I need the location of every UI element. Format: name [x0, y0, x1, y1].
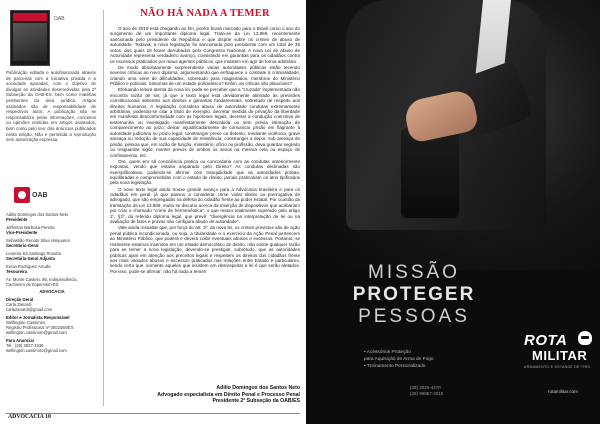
oab-emblem-icon — [14, 187, 30, 203]
staff-role: Vice-Presidente — [6, 230, 38, 236]
credit-entry — [6, 338, 98, 354]
cover-header-bar — [13, 13, 47, 21]
ad-services-list — [364, 349, 514, 370]
advertisement-page[interactable] — [306, 0, 600, 424]
author-name: Adilio Domingos dos Santos Neto — [216, 385, 300, 391]
skull-icon — [578, 331, 592, 345]
credit-phone[interactable]: Tel.: (28) 3027-1536 — [6, 343, 44, 349]
article-body — [110, 26, 300, 275]
ad-headline-line-1: MISSÃO — [368, 262, 460, 283]
credit-email[interactable]: wellington.cassimiro@gmail.com — [6, 348, 67, 354]
credit-email[interactable]: carlazanardi@gmail.com — [6, 307, 53, 313]
ad-photo-holster — [401, 128, 459, 218]
article — [110, 6, 300, 416]
staff-entry — [6, 225, 98, 235]
staff-entry — [6, 238, 98, 248]
author-title: Advogado especialista em Direito Penal e Processo Penal — [157, 391, 300, 398]
staff-name: Kenia Rodriguez Arruda — [6, 263, 51, 269]
brand-tagline: ARMAMENTO E ESTANDE DE TIRO — [524, 365, 591, 369]
ad-phone[interactable]: (28) 99957-2015 — [410, 391, 444, 396]
article-paragraph: O ano de 2019 está chegando ao fim, porém ficará marcado para o Brasil como o ano do surgimento de um importante diploma legal. Trata-se da Lei 13.869, recentemente sancionada pelo presidente da República e que dispõe sobre os crimes de abuso de autoridade. Todavia, a nova legislação foi sancionada pelo presidente com um total de 36 vetos, dos quais 18 foram derrubados pelo Congresso Nacional. A nova Lei de Abuso de Autoridade representa verdadeiro avanço, consistindo em garantias para os cidadãos contra os excessos praticados por maus agentes públicos, que insistem em agir de forma arbitrária. — [110, 26, 300, 64]
page-footer — [6, 413, 300, 421]
ad-phone[interactable]: (28) 3026-4270 — [410, 385, 441, 390]
credit-role: Editor e Jornalista Responsável — [6, 314, 70, 320]
office-address: Av. Monte Castelo, 96, Independência, Cachoeiro de Itapemirim-ES — [6, 276, 78, 287]
author-signature — [110, 385, 300, 405]
staff-entry — [6, 212, 98, 222]
credit-extra[interactable]: Registro Profissional nº 0002484/ES wellington.cassimiro@gmail.com — [6, 325, 74, 336]
staff-role: Secretária-Geral Adjunta — [6, 255, 55, 261]
masthead-sidebar — [6, 6, 98, 416]
credit-role: Direção Geral — [6, 296, 34, 302]
article-title: NÃO HÁ NADA A TEMER — [140, 8, 270, 19]
ad-service-item: para Aquisição de Arma de Fogo — [364, 357, 434, 362]
rota-militar-logo — [524, 326, 596, 386]
magazine-cover-thumbnail[interactable] — [10, 10, 50, 66]
credit-name: Carla Zanardi — [6, 301, 32, 307]
staff-name: Leonora Sá Santiago Rovetta — [6, 250, 61, 256]
article-paragraph: Efetuando leitura atenta da nova lei, pode-se perceber que a "cruzada" implementada não encontra razão de ser, já que o texto legal está devidamente alinhado às previsões constitucionais atinentes aos direitos e garantias fundamentais, sobretudo de respeito aos direitos humanos. A legislação considera abuso de autoridade condutas extremamente arbitrárias, podendo-se citar a título de exemplo: decretar medida de privação da liberdade em manifesta desconformidade com as hipóteses legais, decretar a condução coercitiva de testemunha ou investigado manifestamente descabida ou sem prévia intimação de comparecimento ao juízo; deixar injustificadamente de comunicar prisão em flagrante à autoridade judiciária no prazo legal; constranger preso ou detento, mediante violência, grave ameaça ou redução de sua capacidade de resistência; constranger a depor, sob ameaça de prisão, pessoa que, em razão de função, ministério, ofício ou profissão, deva guardar segredo ou resguardar sigilo; manter presos de ambos os sexos na mesma cela ou espaço de confinamento, etc. — [110, 87, 300, 158]
brand-rota-text: ROTA — [524, 332, 568, 349]
ad-service-item: • Treinamento Personalizado — [364, 364, 426, 369]
staff-role: Secretário-Geral — [6, 243, 39, 249]
article-paragraph: De modo absolutamente surpreendente várias autoridades públicas estão tecendo severas críticas ao novo diploma, argumentando que enfraquece o combate à criminalidade, criando uma série de dificuldades, sobretudo para magistrados, membros do Ministério Público e policiais. Sintomas de um estado policialesco? Enfim, as críticas são plausíveis? — [110, 64, 300, 87]
oab-logo — [14, 186, 54, 204]
ad-phone-list — [410, 385, 520, 397]
article-paragraph: Ora, quem em sã consciência pratica ou concordaria com as condutas anteriormente expostas, vendo que estaria amparado pelo Direito? As condutas declinadas são exemplificativas, podendo-se afirmar com tranquilidade que as autoridades probas, equilibradas e comprometidas com o estado de direito, jamais praticariam os atos tipificados pela nova legislação. — [110, 158, 300, 186]
article-paragraph: Vale ainda ressaltar que, por força do art. 3º, da nova lei, os crimes previstos são de ação penal pública incondicionada, ou seja, a titularidade e o exercício da Ação Penal pertencem ao Ministério Público, que poderá e deverá coibir eventuais abusos e excessos. Portanto, se realmente estamos inseridos em um estado democrático de direito, não existe qualquer razão para se temer a nova legislação, devendo-se prestigiar, sobretudo, que as autoridades públicas ajam em atenção aos preceitos legais e respeitem os direitos dos cidadãos frente aos mais variados abusos e excessos praticados nas relações entre Estado e particulares, sendo certo que, somente aqueles que insistem em desrespeitar a lei é que serão afetados. Por isso, pode-se afirmar: não há nada a temer! — [110, 225, 300, 274]
staff-entry — [6, 251, 98, 261]
staff-role: Tesoureira — [6, 268, 28, 274]
staff-role: Presidente — [6, 217, 28, 223]
staff-name: Adilio Domingos dos Santos Neto — [6, 212, 69, 217]
oab-logo-text: OAB — [32, 191, 48, 199]
ad-headline-line-3: PESSOAS — [358, 306, 470, 327]
cover-photo — [13, 23, 47, 61]
staff-entry — [6, 264, 98, 274]
cover-logo-text: OAB — [54, 16, 65, 22]
page-number-label: ADVOCACIA 10 — [8, 414, 51, 420]
staff-name: Sebastião Renato Silva Honjuanor — [6, 237, 71, 243]
author-position: Presidente 2ª Subseção da OAB/ES — [212, 398, 300, 405]
brand-militar-text: MILITAR — [532, 348, 588, 363]
publication-disclaimer: Publicação editada e autofinanciada através de parcerias com a iniciativa privada e a sociedade apoiadas, com o objetivo de divulgar as atividades desenvolvidas pela 2ª Subseção da OAB-ES. bem como matérias pertinentes da área jurídica. Artigos assinados são de responsabilidade de respectivos autor. A publicação não se responsabiliza pelas informações, conceitos ou opiniões emitidas em artigos assinados, bem como pelo teor dos anúncios publicados nesta edição. Não é permitida a reprodução sem autorização expressa. — [6, 70, 96, 143]
credit-entry — [6, 315, 98, 336]
staff-list — [6, 212, 98, 356]
ad-website-link[interactable]: rotamilitar.com — [548, 389, 578, 394]
ad-service-item: • Acessórios Proteção — [364, 350, 411, 355]
column-divider — [103, 10, 104, 406]
staff-name: Jefferson Barbosa Pereira — [6, 224, 55, 230]
credit-name: Wellington Cassimiro — [6, 319, 46, 325]
section-heading: ADVOCACIA — [39, 289, 65, 295]
article-paragraph: O novo texto legal ainda trouxe grande avanço para a Advocacia brasileira e para os cidadãos em geral, já que passou a considerar crime violar direito ou prerrogativa de advogado, que são empregadas na defesa do cidadão frente ao poder estatal. Por ocasião da tramitação da Lei 13.869, muito se discutiu acerca da inserção de dispositivos que acabariam por criar o chamado "crime de hermenêutica", o que restou totalmente superado pelo artigo 1º, §2º, do referido diploma legal, que prevê: "divergência na interpretação de lei ou na avaliação de fatos e provas não configura abuso de autoridade". — [110, 186, 300, 225]
credit-entry — [6, 297, 98, 313]
ad-headline-line-2: PROTEGER — [352, 284, 476, 305]
credit-role: Para Anunciar — [6, 338, 35, 344]
